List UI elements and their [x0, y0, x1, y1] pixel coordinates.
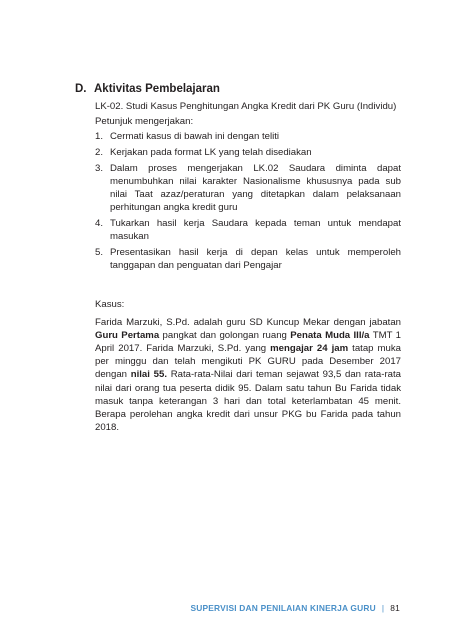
list-item — [95, 246, 401, 272]
step-number: 1. — [95, 131, 104, 143]
case-text: TMT 1 April 2017. Farida Marzuki, S.Pd. yang — [95, 329, 401, 355]
step-number: 3. — [95, 162, 104, 174]
list-item — [95, 130, 401, 143]
case-text: Rata-rata-Nilai dari teman sejawat 93,5 dan rata-rata nilai dari orang tua peserta didik 95. Dalam satu tahun Bu Farida tidak masuk tanpa keterangan 3 hari dan total keterlambatan 45 menit. Berapa perolehan angka kredit dari unsur PKG bu Farida pada tahun 2018. — [95, 369, 401, 434]
step-number: 4. — [95, 218, 104, 230]
case-emphasis: mengajar 24 jam — [270, 343, 349, 355]
instructions-label: Petunjuk mengerjakan: — [95, 116, 194, 128]
section-heading — [75, 82, 220, 96]
step-number: 2. — [95, 147, 104, 159]
case-label: Kasus: — [95, 299, 125, 311]
footer-title: SUPERVISI DAN PENILAIAN KINERJA GURU — [190, 603, 376, 613]
step-number: 5. — [95, 247, 104, 259]
section-content — [95, 100, 401, 434]
page-number: 81 — [390, 603, 400, 613]
list-item — [95, 217, 401, 243]
case-emphasis: nilai 55. — [130, 369, 167, 381]
step-text: Cermati kasus di bawah ini dengan teliti — [110, 131, 280, 143]
step-text: Dalam proses mengerjakan LK.02 Saudara diminta dapat menumbuhkan nilai karakter Nasionalisme khususnya pada sub nilai Taat azaz/peraturan yang ditetapkan dalam pelaksanaan perhitungan angka kredit guru — [110, 162, 401, 214]
step-text: Tukarkan hasil kerja Saudara kepada teman untuk mendapat masukan — [110, 218, 401, 243]
case-text: pangkat dan golongan ruang — [159, 329, 291, 341]
case-emphasis: Guru Pertama — [95, 329, 160, 341]
list-item — [95, 146, 401, 159]
activity-title: LK-02. Studi Kasus Penghitungan Angka Kredit dari PK Guru (Individu) — [95, 101, 397, 112]
page-footer — [190, 603, 400, 613]
case-text: tatap muka per minggu dan telah mengikuti PK GURU pada Desember 2017 dengan — [95, 343, 401, 381]
section-title: Aktivitas Pembelajaran — [94, 83, 220, 95]
case-paragraph — [95, 316, 401, 435]
step-text: Presentasikan hasil kerja di depan kelas untuk memperoleh tanggapan dan penguatan dari Pengajar — [110, 247, 401, 272]
case-emphasis: Penata Muda III/a — [290, 329, 370, 341]
step-text: Kerjakan pada format LK yang telah disediakan — [110, 147, 312, 159]
list-item — [95, 162, 401, 215]
instruction-steps — [95, 130, 401, 272]
section-letter: D. — [75, 83, 87, 95]
footer-separator: | — [381, 603, 385, 613]
case-text: Farida Marzuki, S.Pd. adalah guru SD Kuncup Mekar dengan jabatan — [95, 316, 401, 328]
